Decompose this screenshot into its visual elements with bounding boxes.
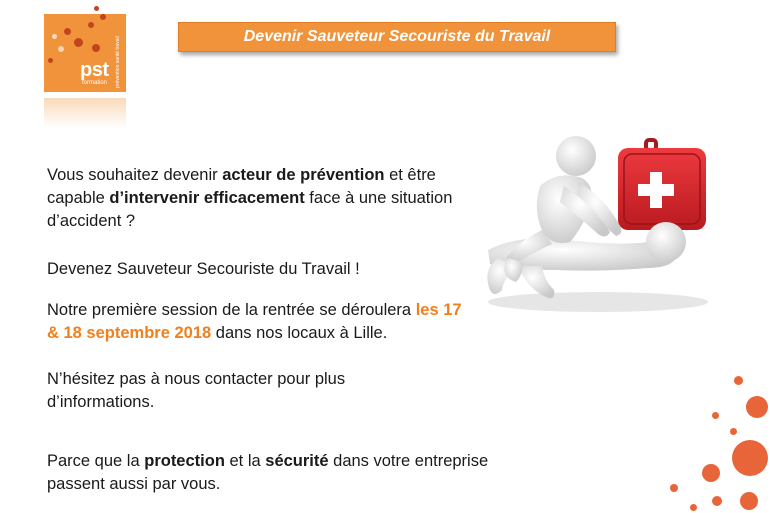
decor-dot	[670, 484, 678, 492]
intro-text: Vous souhaitez devenir	[47, 166, 223, 184]
logo-reflection	[44, 98, 126, 128]
logo-subtitle: formation	[82, 80, 108, 86]
first-aid-cpr-icon	[478, 130, 718, 315]
contact-paragraph: N’hésitez pas à nous contacter pour plus d’informations.	[47, 370, 346, 411]
title-banner	[178, 22, 616, 52]
logo-dot	[88, 22, 94, 28]
closing-bold: protection	[144, 452, 225, 470]
intro-text: et être capable	[47, 166, 436, 207]
logo-dot	[52, 34, 57, 39]
session-text: dans nos locaux à Lille.	[211, 324, 388, 342]
closing-text: et la	[224, 452, 266, 470]
decor-dot	[746, 396, 768, 418]
logo-dot	[64, 28, 71, 35]
intro-paragraph	[47, 164, 467, 233]
closing-text: Parce que la	[47, 452, 145, 470]
logo-dot	[48, 58, 53, 63]
logo-dot	[92, 44, 100, 52]
logo-dot	[74, 38, 83, 47]
decor-dot	[702, 464, 720, 482]
decor-dot	[734, 376, 743, 385]
session-text: Notre première session de la rentrée se déroulera	[47, 301, 416, 319]
decor-dot	[740, 492, 758, 510]
decor-dot	[712, 412, 719, 419]
closing-text: dans votre entreprise passent aussi par vous.	[47, 452, 489, 493]
logo-dot	[100, 14, 106, 20]
decor-dot	[690, 504, 697, 511]
logo-name: pst	[80, 59, 109, 81]
intro-text: face à une situation d’accident ?	[47, 189, 453, 230]
closing-paragraph	[47, 450, 517, 496]
decor-dot	[712, 496, 722, 506]
devenez-line: Devenez Sauveteur Secouriste du Travail !	[47, 260, 360, 278]
logo-vertical-text: prévention santé travail	[115, 36, 121, 88]
closing-bold: sécurité	[265, 452, 329, 470]
page-title: Devenir Sauveteur Secouriste du Travail	[243, 28, 551, 45]
pst-logo	[44, 14, 126, 92]
decor-dot	[732, 440, 768, 476]
session-paragraph	[47, 299, 467, 345]
intro-bold: acteur de prévention	[222, 166, 385, 184]
logo-dot	[94, 6, 99, 11]
logo-dot	[58, 46, 64, 52]
intro-bold: d’intervenir efficacement	[109, 189, 305, 207]
session-date: les 17 & 18 septembre 2018	[47, 301, 462, 342]
decor-dot	[730, 428, 737, 435]
